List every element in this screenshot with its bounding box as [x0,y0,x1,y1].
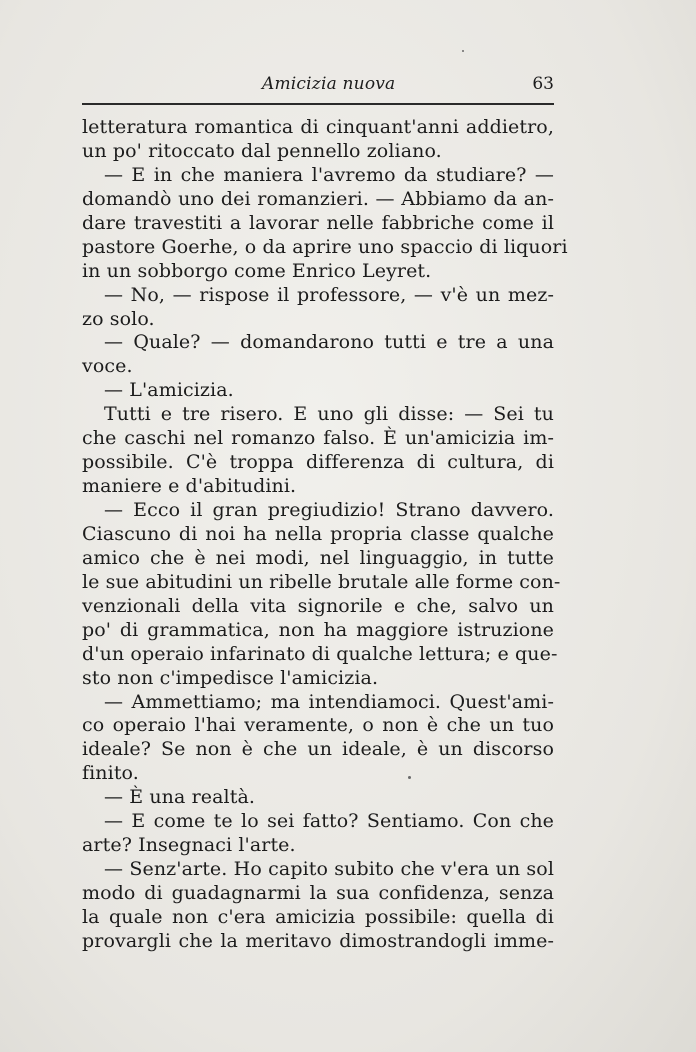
print-speck [408,776,411,779]
text-line: — E come te lo sei fatto? Sentiamo. Con che [104,810,554,833]
text-line: maniere e d'abitudini. [82,475,297,498]
text-line: in un sobborgo come Enrico Leyret. [82,259,432,282]
text-line: zo solo. [82,307,155,330]
header-rule [82,103,554,105]
text-line: Ciascuno di noi ha nella propria classe qualche [82,522,554,545]
text-line: le sue abitudini un ribelle brutale alle forme con- [82,570,561,593]
text-line: ideale? Se non è che un ideale, è un discorso [82,738,554,761]
text-line: provargli che la meritavo dimostrandogli imme- [82,929,554,952]
text-line: — No, — rispose il professore, — v'è un mez- [104,283,554,306]
text-line: finito. [82,762,139,785]
text-line: un po' ritoccato dal pennello zoliano. [82,139,442,162]
running-title: Amicizia nuova [262,74,396,94]
text-line: modo di guadagnarmi la sua confidenza, senza [82,882,554,904]
text-line: Tutti e tre risero. E uno gli disse: — Sei tu [104,403,554,426]
text-line: — Quale? — domandarono tutti e tre a una [104,331,554,354]
text-line: po' di grammatica, non ha maggiore istruzione [82,618,554,641]
text-line: possibile. C'è troppa differenza di cultura, di [82,451,554,474]
text-line: sto non c'impedisce l'amicizia. [82,666,379,689]
text-line: — Senz'arte. Ho capito subito che v'era un sol [104,858,554,881]
text-line: — È una realtà. [104,786,256,809]
text-line: dare travestiti a lavorar nelle fabbriche come il [82,211,554,234]
page-header [82,70,554,98]
body-text [82,116,568,954]
text-line: — L'amicizia. [104,379,234,402]
text-line: — Ammettiamo; ma intendiamoci. Quest'ami- [104,690,554,713]
text-line: letteratura romantica di cinquant'anni addietro, [82,116,554,138]
text-line: d'un operaio infarinato di qualche lettura; e que- [82,642,558,665]
text-line: voce. [82,355,133,378]
print-speck [462,50,464,52]
text-line: venzionali della vita signorile e che, salvo un [82,594,554,617]
text-line: — Ecco il gran pregiudizio! Strano davvero. [104,499,554,521]
text-line: co operaio l'hai veramente, o non è che un tuo [82,714,554,737]
text-line: arte? Insegnaci l'arte. [82,834,296,857]
text-line: la quale non c'era amicizia possibile: quella di [82,905,554,928]
page-number: 63 [532,74,554,94]
text-line: — E in che maniera l'avremo da studiare? — [104,163,554,186]
text-line: amico che è nei modi, nel linguaggio, in tutte [82,546,554,569]
text-line: domandò uno dei romanzieri. — Abbiamo da an- [82,187,554,210]
text-line: pastore Goerhe, o da aprire uno spaccio di liquori [82,235,568,258]
text-line: che caschi nel romanzo falso. È un'amicizia im- [82,427,554,450]
